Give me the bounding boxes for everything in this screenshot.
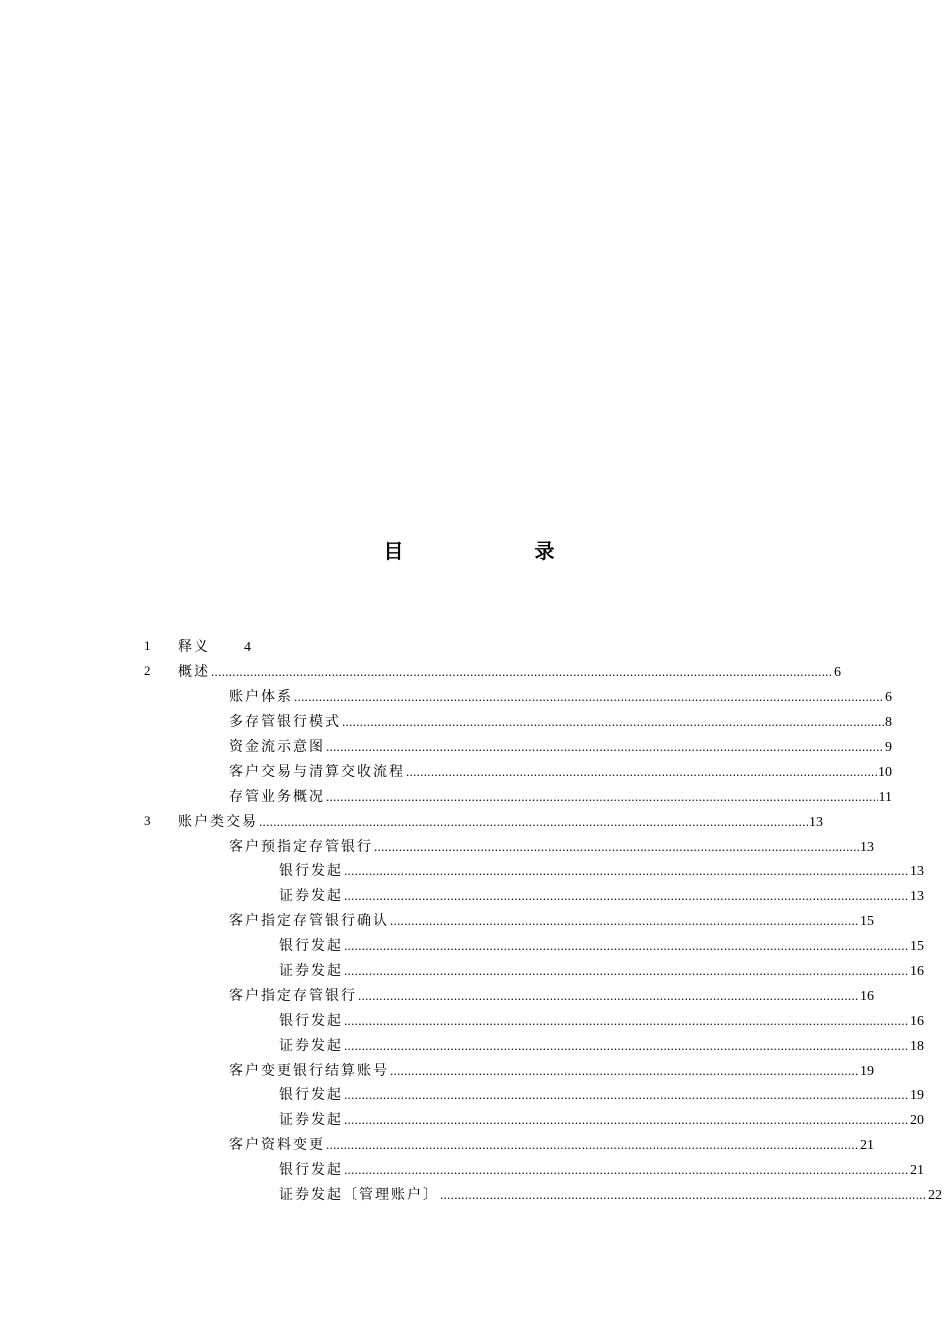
toc-entry-label: 证券发起 xyxy=(279,963,343,980)
toc-entry-page: 15 xyxy=(910,939,924,955)
toc-leader-dots xyxy=(344,1162,909,1178)
toc-leader-dots xyxy=(326,789,878,805)
toc-leader-dots xyxy=(211,664,833,680)
toc-entry-label: 证券发起〔管理账户〕 xyxy=(279,1187,439,1204)
toc-entry-page: 9 xyxy=(885,740,892,755)
toc-entry[interactable] xyxy=(144,659,841,684)
toc-leader-dots xyxy=(294,689,884,705)
toc-leader-dots xyxy=(344,1038,909,1054)
toc-entry-label: 客户交易与清算交收流程 xyxy=(229,763,405,780)
toc-leader-dots xyxy=(390,1063,859,1079)
toc-entry[interactable] xyxy=(144,883,924,908)
toc-entry-label: 客户预指定存管银行 xyxy=(229,838,373,855)
toc-entry[interactable] xyxy=(144,858,924,883)
toc-entry-page: 6 xyxy=(885,690,892,706)
toc-entry-page: 13 xyxy=(910,864,924,880)
toc-entry[interactable] xyxy=(144,634,807,659)
toc-entry[interactable] xyxy=(144,758,892,783)
toc-entry-label: 释义 xyxy=(178,639,210,656)
toc-entry-label: 客户指定存管银行确认 xyxy=(229,913,389,930)
toc-entry[interactable] xyxy=(144,1082,924,1107)
page-title: 目 录 xyxy=(383,539,617,563)
toc-entry-page: 21 xyxy=(910,1163,924,1179)
toc-entry-label: 多存管银行模式 xyxy=(229,714,341,731)
toc-entry-page: 8 xyxy=(885,715,892,731)
toc-leader-dots xyxy=(326,1137,859,1153)
toc-entry-label: 银行发起 xyxy=(279,938,343,955)
toc-entry[interactable] xyxy=(144,783,892,808)
toc-leader-dots xyxy=(344,938,909,954)
toc-leader-dots xyxy=(358,988,859,1004)
toc-entry-label: 概述 xyxy=(178,664,210,681)
toc-entry[interactable] xyxy=(144,1182,942,1207)
toc-entry[interactable] xyxy=(144,709,892,734)
toc-entry-label: 银行发起 xyxy=(279,863,343,880)
toc-entry-page: 10 xyxy=(878,764,892,780)
toc-leader-dots xyxy=(390,913,859,929)
toc-entry-label: 证券发起 xyxy=(279,1112,343,1129)
toc-entry-label: 存管业务概况 xyxy=(229,788,325,805)
toc-entry-label: 资金流示意图 xyxy=(229,739,325,755)
toc-entry[interactable] xyxy=(144,833,874,858)
toc-entry-page: 13 xyxy=(809,814,823,830)
toc-leader-dots xyxy=(259,814,808,830)
toc-entry-label: 银行发起 xyxy=(279,1087,343,1104)
toc-entry-number: 1 xyxy=(144,638,151,654)
toc-leader-dots xyxy=(344,1013,909,1029)
toc-entry-label: 客户资料变更 xyxy=(229,1137,325,1154)
toc-entry-number: 3 xyxy=(144,812,151,828)
toc-entry-page: 13 xyxy=(860,839,874,855)
toc-entry-page: 16 xyxy=(860,988,874,1004)
toc-entry-label: 证券发起 xyxy=(279,1037,343,1054)
toc-entry-page: 19 xyxy=(860,1063,874,1079)
toc-entry[interactable] xyxy=(144,734,892,759)
toc-entry[interactable] xyxy=(144,933,924,958)
toc-entry-page: 4 xyxy=(244,640,251,656)
toc-entry-label: 银行发起 xyxy=(279,1162,343,1179)
toc-entry[interactable] xyxy=(144,1007,924,1032)
toc-entry[interactable] xyxy=(144,1032,924,1057)
toc-entry-page: 20 xyxy=(910,1113,924,1129)
toc-entry[interactable] xyxy=(144,958,924,983)
toc-entry-label: 客户变更银行结算账号 xyxy=(229,1062,389,1079)
toc-leader-dots xyxy=(374,839,859,855)
toc-entry-page: 22 xyxy=(928,1188,942,1204)
toc-leader-dots xyxy=(326,739,884,755)
toc-entry-label: 客户指定存管银行 xyxy=(229,987,357,1004)
toc-entry-number: 2 xyxy=(144,663,151,679)
toc-entry-label: 账户体系 xyxy=(229,689,293,706)
table-of-contents xyxy=(144,634,942,1206)
toc-leader-dots xyxy=(406,764,877,780)
toc-entry-page: 18 xyxy=(910,1038,924,1054)
toc-entry-page: 11 xyxy=(878,789,892,805)
toc-entry-page: 15 xyxy=(860,914,874,930)
toc-entry[interactable] xyxy=(144,1157,924,1182)
toc-entry-page: 16 xyxy=(910,964,924,980)
toc-entry[interactable] xyxy=(144,808,823,833)
toc-entry[interactable] xyxy=(144,1057,874,1082)
toc-leader-dots xyxy=(342,714,884,730)
toc-entry[interactable] xyxy=(144,982,874,1007)
toc-entry-page: 19 xyxy=(910,1088,924,1104)
toc-entry-label: 银行发起 xyxy=(279,1012,343,1029)
toc-leader-dots xyxy=(440,1187,927,1203)
toc-leader-dots xyxy=(344,963,909,979)
toc-entry[interactable] xyxy=(144,1132,874,1157)
toc-leader-dots xyxy=(344,1112,909,1128)
toc-entry-label: 账户类交易 xyxy=(178,813,258,830)
toc-entry-page: 13 xyxy=(910,889,924,905)
toc-entry-label: 证券发起 xyxy=(279,888,343,905)
toc-entry-page: 16 xyxy=(910,1013,924,1029)
toc-entry-page: 6 xyxy=(834,665,841,681)
toc-entry[interactable] xyxy=(144,1107,924,1132)
toc-entry[interactable] xyxy=(144,908,874,933)
toc-leader-dots xyxy=(344,1087,909,1103)
toc-leader-dots xyxy=(344,888,909,904)
toc-entry-page: 21 xyxy=(860,1138,874,1154)
toc-leader-dots xyxy=(344,863,909,879)
toc-entry[interactable] xyxy=(144,684,892,709)
